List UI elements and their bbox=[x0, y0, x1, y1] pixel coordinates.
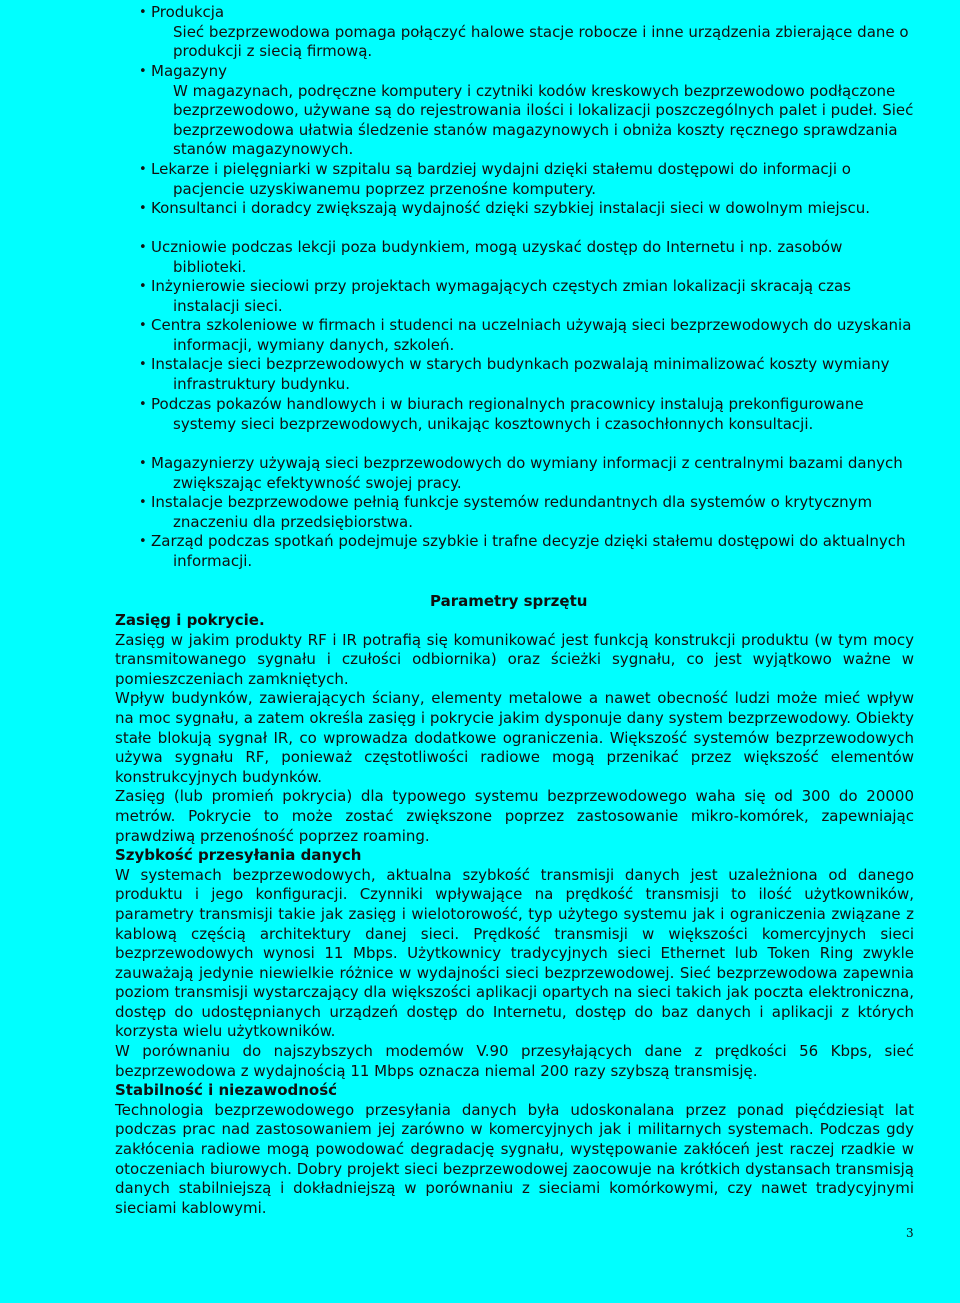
paragraph: Zasięg (lub promień pokrycia) dla typowego systemu bezprzewodowego waha się od 300 do 20000 metrów. Pokrycie to może zostać zwiększone poprzez zastosowanie mikro-komórek, zapewniając prawdziwą przenośność poprzez roaming. bbox=[115, 787, 914, 845]
list-item-text: Zarząd podczas spotkań podejmuje szybkie i trafne decyzje dzięki stałemu dostępowi do aktualnych informacji. bbox=[151, 532, 906, 570]
bullet-icon: • bbox=[139, 162, 147, 177]
list-item bbox=[139, 454, 919, 493]
list-item bbox=[139, 199, 919, 219]
bullet-icon: • bbox=[139, 279, 147, 294]
list-item bbox=[139, 355, 919, 394]
paragraph: W porównaniu do najszybszych modemów V.90 przesyłających dane z prędkości 56 Kbps, sieć bezprzewodowa z wydajnością 11 Mbps oznacza niemal 200 razy szybszą transmisję. bbox=[115, 1042, 914, 1080]
bullet-icon: • bbox=[139, 495, 147, 510]
paragraph: W systemach bezprzewodowych, aktualna szybkość transmisji danych jest uzależniona od danego produktu i jego konfiguracji. Czynniki wpływające na prędkość transmisji to ilość użytkowników, parametry transmisji takie jak zasięg i wielotorowość, typ użytego systemu jak i ograniczenia związane z kablową częścią architektury danej sieci. Prędkość transmisji w większości komercyjnych sieci bezprzewodowych wynosi 11 Mbps. Użytkownicy tradycyjnych sieci Ethernet lub Token Ring zwykle zauważają jedynie niewielkie różnice w wydajności sieci bezprzewodowej. Sieć bezprzewodowa zapewnia poziom transmisji wystarczający dla większości aplikacji opartych na sieci takich jak poczta elektroniczna, dostęp do udostępnianych urządzeń dostęp do Internetu, dostęp do baz danych i aplikacji z których korzysta wielu użytkowników. bbox=[115, 865, 914, 1041]
bullet-icon: • bbox=[139, 5, 147, 20]
list-item-text: Podczas pokazów handlowych i w biurach regionalnych pracownicy instalują prekonfigurowane systemy sieci bezprzewodowych, unikając kosztownych i czasochłonnych konsultacji. bbox=[151, 395, 864, 433]
list-item bbox=[139, 277, 919, 316]
range-section bbox=[115, 611, 914, 1218]
list-item bbox=[139, 395, 919, 434]
list-item-text: Inżynierowie sieciowi przy projektach wymagających częstych zmian lokalizacji skracają czas instalacji sieci. bbox=[151, 277, 851, 315]
list-item-text: Instalacje sieci bezprzewodowych w starych budynkach pozwalają minimalizować koszty wymiany infrastruktury budynku. bbox=[151, 355, 890, 393]
list-item bbox=[139, 238, 919, 277]
list-item-title: Produkcja bbox=[151, 3, 225, 21]
list-item-text: Magazynierzy używają sieci bezprzewodowych do wymiany informacji z centralnymi bazami danych zwiększając efektywność swojej pracy. bbox=[151, 454, 903, 492]
page-number: 3 bbox=[906, 1226, 914, 1240]
list-item-body: W magazynach, podręczne komputery i czytniki kodów kreskowych bezprzewodowo podłączone bezprzewodowo, używane są do rejestrowania ilości i lokalizacji poszczególnych palet i pudeł. Sieć bezprzewodowa ułatwia śledzenie stanów magazynowych i obniża koszty ręcznego sprawdzania stanów magazynowych. bbox=[173, 81, 914, 159]
list-item bbox=[139, 62, 919, 160]
section-title: Parametry sprzętu bbox=[430, 592, 588, 610]
list-item-title: Magazyny bbox=[151, 62, 227, 80]
list-item-text: Centra szkoleniowe w firmach i studenci na uczelniach używają sieci bezprzewodowych do uzyskania informacji, wymiany danych, szkoleń. bbox=[151, 316, 912, 354]
bullet-icon: • bbox=[139, 64, 147, 79]
range-heading: Zasięg i pokrycie. bbox=[115, 611, 265, 629]
list-item bbox=[139, 532, 919, 571]
list-item bbox=[139, 316, 919, 355]
list-item-text: Lekarze i pielęgniarki w szpitalu są bardziej wydajni dzięki stałemu dostępowi do informacji o pacjencie uzyskiwanemu poprzez przenośne komputery. bbox=[151, 160, 851, 198]
bullet-icon: • bbox=[139, 534, 147, 549]
list-item-text: Konsultanci i doradcy zwiększają wydajność dzięki szybkiej instalacji sieci w dowolnym miejscu. bbox=[151, 199, 871, 217]
paragraph: Technologia bezprzewodowego przesyłania danych była udoskonalana przez ponad pięćdziesiąt lat podczas prac nad zastosowaniem jej zarówno w komercyjnych jak i militarnych systemach. Podczas gdy zakłócenia radiowe mogą powodować degradację sygnału, występowanie zakłóceń jest raczej rzadkie w otoczeniach biurowych. Dobry projekt sieci bezprzewodowej zaocowuje na krótkich dystansach transmisją danych stabilniejszą i dokładniejszą w porównaniu z sieciami komórkowymi, czy nawet tradycyjnymi sieciami kablowymi. bbox=[115, 1100, 914, 1217]
bullet-icon: • bbox=[139, 397, 147, 412]
bullet-icon: • bbox=[139, 318, 147, 333]
paragraph: Wpływ budynków, zawierających ściany, elementy metalowe a nawet obecność ludzi może mieć wpływ na moc sygnału, a zatem określa zasięg i pokrycie jakim dysponuje dany system bezprzewodowy. Obiekty stałe blokują sygnał IR, co wprowadza dodatkowe ograniczenia. Większość systemów bezprzewodowych używa sygnału RF, ponieważ częstotliwości radiowe mogą przenikać przez większość elementów konstrukcyjnych budynków. bbox=[115, 689, 914, 786]
paragraph: Zasięg w jakim produkty RF i IR potrafią się komunikować jest funkcją konstrukcji produktu (w tym mocy transmitowanego sygnału i czułości odbiornika) oraz ścieżki sygnału, co jest wyjątkowo ważne w pomieszczeniach zamkniętych. bbox=[115, 630, 914, 688]
bullet-icon: • bbox=[139, 456, 147, 471]
list-item-text: Instalacje bezprzewodowe pełnią funkcje systemów redundantnych dla systemów o krytycznym znaczeniu dla przedsiębiorstwa. bbox=[151, 493, 873, 531]
bullet-icon: • bbox=[139, 357, 147, 372]
bullet-icon: • bbox=[139, 240, 147, 255]
list-item-text: Uczniowie podczas lekcji poza budynkiem, mogą uzyskać dostęp do Internetu i np. zasobów biblioteki. bbox=[151, 238, 843, 276]
list-item-body: Sieć bezprzewodowa pomaga połączyć halowe stacje robocze i inne urządzenia zbierające dane o produkcji z siecią firmową. bbox=[173, 22, 909, 61]
speed-heading: Szybkość przesyłania danych bbox=[115, 846, 362, 865]
bullet-icon: • bbox=[139, 201, 147, 216]
list-item bbox=[139, 160, 919, 199]
list-item bbox=[139, 3, 919, 62]
reliability-heading: Stabilność i niezawodność bbox=[115, 1081, 338, 1100]
list-item bbox=[139, 493, 919, 532]
